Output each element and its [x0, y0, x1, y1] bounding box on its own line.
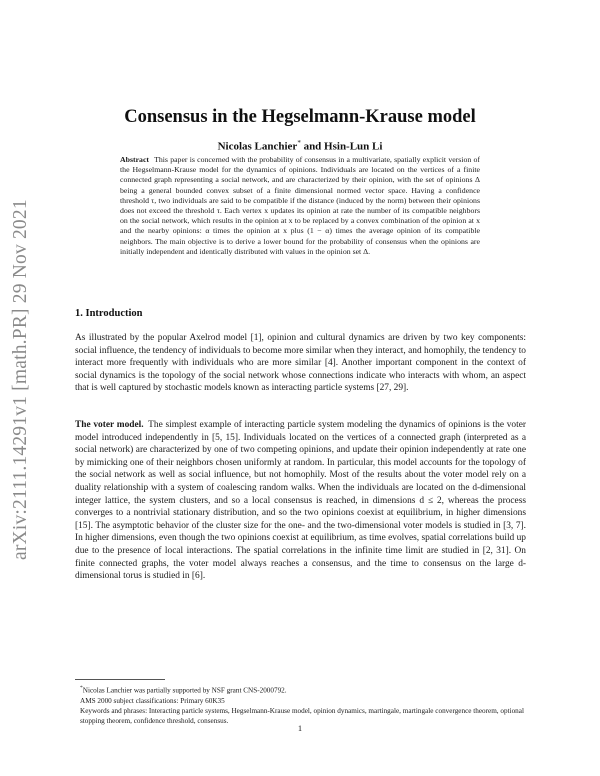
author-line	[0, 139, 600, 153]
abstract	[120, 155, 480, 257]
footnote-grant-text: Nicolas Lanchier was partially supported by NSF grant CNS-2000792.	[82, 686, 287, 695]
footnote-rule	[75, 679, 165, 680]
author-footnote-mark: *	[297, 139, 301, 147]
intro-paragraph-1: As illustrated by the popular Axelrod model [1], opinion and cultural dynamics are driven by two key components: social influence, the tendency of individuals to become more similar when they interact, and homophily, the tendency to interact more frequently with individuals who are more similar [4]. Another important component in the context of social dynamics is the topology of the social network whose connections indicate who interacts with whom, an aspect that is well captured by stochastic models known as interacting particle systems [27, 29].	[75, 333, 526, 394]
author-first: Nicolas Lanchier	[217, 140, 298, 153]
intro-paragraph-2	[75, 419, 526, 583]
author-rest: and Hsin-Lun Li	[300, 140, 383, 153]
footnote-mark: *	[80, 685, 83, 691]
voter-model-text: The simplest example of interacting particle system modeling the dynamics of opinions is the voter model introduced independently in [5, 15]. Individuals located on the vertices of a connected graph (interpreted as a social network) are characterized by one of two competing opinions, and update their opinion independently at rate one by mimicking one of their neighbors chosen uniformly at random. In particular, this model accounts for the topology of the social network as well as social influence, but not homophily. Most of the results about the voter model rely on a duality relationship with a system of coalescing random walks. When the individuals are located on the d-dimensional integer lattice, the system clusters, and so a local consensus is reached, in dimensions d ≤ 2, whereas the process converges to a nontrivial stationary distribution, and so the two opinions coexist at equilibrium, in higher dimensions [15]. The asymptotic behavior of the cluster size for the one- and the two-dimensional voter models is studied in [3, 7]. In higher dimensions, even though the two opinions coexist at equilibrium, as time evolves, spatial correlations build up due to the presence of local interactions. The spatial correlations in the infinite time limit are studied in [2, 31]. On finite connected graphs, the voter model always reaches a consensus, and the time to consensus on the large d-dimensional torus is studied in [6].	[75, 420, 526, 582]
footnote-keywords: Keywords and phrases: Interacting particle systems, Hegselmann-Krause model, opinion dynamics, martingale, martingale convergence theorem, optional stopping theorem, confidence threshold, consensus.	[80, 706, 524, 725]
section-heading: 1. Introduction	[75, 308, 143, 319]
abstract-label: Abstract	[120, 155, 150, 164]
voter-model-runin: The voter model.	[75, 420, 144, 430]
abstract-text: This paper is concerned with the probability of consensus in a multivariate, spatially explicit version of the Hegselmann-Krause model for the dynamics of opinions. Individuals are located on the vertices of a finite connected graph representing a social network, and are characterized by their opinion, with the set of opinions Δ being a general bounded convex subset of a finite dimensional normed vector space. Having a confidence threshold τ, two individuals are said to be compatible if the distance (induced by the norm) between their opinions does not exceed the threshold τ. Each vertex x updates its opinion at rate the number of its compatible neighbors on the social network, which results in the opinion at x to be replaced by a convex combination of the opinion at x and the nearby opinions: α times the opinion at x plus (1 − α) times the average opinion of its compatible neighbors. The main objective is to derive a lower bound for the probability of consensus when the opinions are initially independent and identically distributed with values in the opinion set Δ.	[120, 155, 480, 256]
page-number: 1	[297, 723, 303, 733]
footnote-grant	[75, 683, 526, 696]
footnote-ams: AMS 2000 subject classifications: Primary 60K35	[80, 696, 225, 705]
paper-title: Consensus in the Hegselmann-Krause model	[124, 107, 476, 127]
footnotes	[75, 683, 526, 726]
arxiv-identifier: arXiv:2111.14291v1 [math.PR] 29 Nov 2021	[10, 199, 31, 560]
